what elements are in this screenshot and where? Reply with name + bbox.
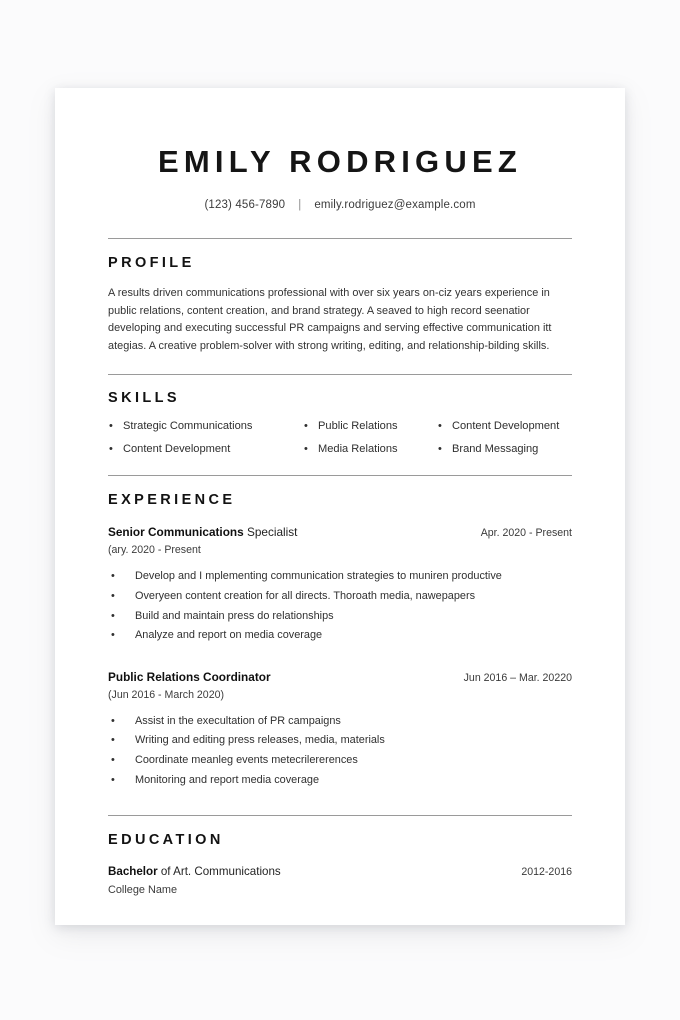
experience-entry bbox=[108, 670, 572, 790]
degree-name-rest: of Art. Communications bbox=[160, 865, 281, 879]
job-date-range: Apr. 2020 - Present bbox=[480, 527, 572, 540]
job-title-bold: Senior Communications bbox=[108, 525, 244, 540]
email-address[interactable]: emily.rodriguez@example.com bbox=[314, 199, 476, 211]
experience-entry bbox=[108, 525, 572, 645]
resume-content bbox=[108, 88, 572, 896]
divider-experience bbox=[108, 475, 572, 476]
job-bullet: • Develop and I mplementing communication strategies to muniren productive bbox=[108, 567, 572, 587]
skill-item: • Content Development bbox=[108, 443, 303, 455]
job-bullet: • Build and maintain press do relationships bbox=[108, 607, 572, 627]
resume-page bbox=[55, 88, 625, 925]
divider-profile bbox=[108, 238, 572, 239]
phone-number[interactable]: (123) 456-7890 bbox=[204, 199, 286, 211]
education-entry-header bbox=[108, 865, 572, 878]
experience-entry-header bbox=[108, 525, 572, 539]
section-heading-experience: EXPERIENCE bbox=[108, 492, 236, 509]
job-date-range: Jun 2016 – Mar. 20220 bbox=[463, 671, 572, 684]
job-title-rest: Specialist bbox=[246, 525, 298, 540]
skill-item: • Public Relations bbox=[303, 420, 437, 432]
job-subdate: (ary. 2020 - Present bbox=[108, 544, 201, 557]
job-bullet-list bbox=[108, 712, 572, 790]
profile-summary-text: A results driven communications professional with over six years on-ciz years experience in public relations, content creation, and brand strategy. A seaved to high record seenatior developing and executing successful PR campaigns and serving effective communication itt ategias. A creative problem-solver with strong writing, editing, and relationship-bilding skills. bbox=[108, 287, 552, 352]
section-heading-profile: PROFILE bbox=[108, 255, 195, 271]
job-title bbox=[108, 670, 271, 684]
candidate-name: EMILY RODRIGUEZ bbox=[158, 144, 522, 179]
education-entry bbox=[108, 865, 572, 896]
job-bullet: • Coordinate meanleg events metecrilererences bbox=[108, 751, 572, 771]
degree-name bbox=[108, 865, 281, 878]
job-bullet: • Writing and editing press releases, media, materials bbox=[108, 731, 572, 751]
job-subdate: (Jun 2016 - March 2020) bbox=[108, 688, 225, 701]
job-bullet-list bbox=[108, 567, 572, 645]
skill-item: • Media Relations bbox=[303, 443, 437, 455]
divider-education bbox=[108, 815, 572, 816]
job-bullet: • Monitoring and report media coverage bbox=[108, 771, 572, 791]
skill-item: • Brand Messaging bbox=[437, 443, 572, 455]
contact-line bbox=[108, 199, 572, 211]
job-title bbox=[108, 525, 297, 539]
skills-list bbox=[108, 420, 572, 455]
skill-item: • Content Development bbox=[437, 420, 572, 432]
contact-separator: | bbox=[298, 199, 302, 211]
school-name: College Name bbox=[108, 884, 178, 897]
skill-item: • Strategic Communications bbox=[108, 420, 303, 432]
divider-skills bbox=[108, 374, 572, 375]
education-date-range: 2012-2016 bbox=[521, 866, 572, 879]
job-bullet: • Assist in the execultation of PR campaigns bbox=[108, 712, 572, 732]
degree-name-bold: Bachelor bbox=[108, 865, 158, 879]
section-heading-education: EDUCATION bbox=[108, 832, 224, 849]
experience-entry-header bbox=[108, 670, 572, 684]
job-title-bold: Public Relations Coordinator bbox=[108, 669, 271, 684]
job-bullet: • Overyeen content creation for all directs. Thoroath media, nawepapers bbox=[108, 587, 572, 607]
section-heading-skills: SKILLS bbox=[108, 390, 180, 407]
job-bullet: • Analyze and report on media coverage bbox=[108, 626, 572, 646]
